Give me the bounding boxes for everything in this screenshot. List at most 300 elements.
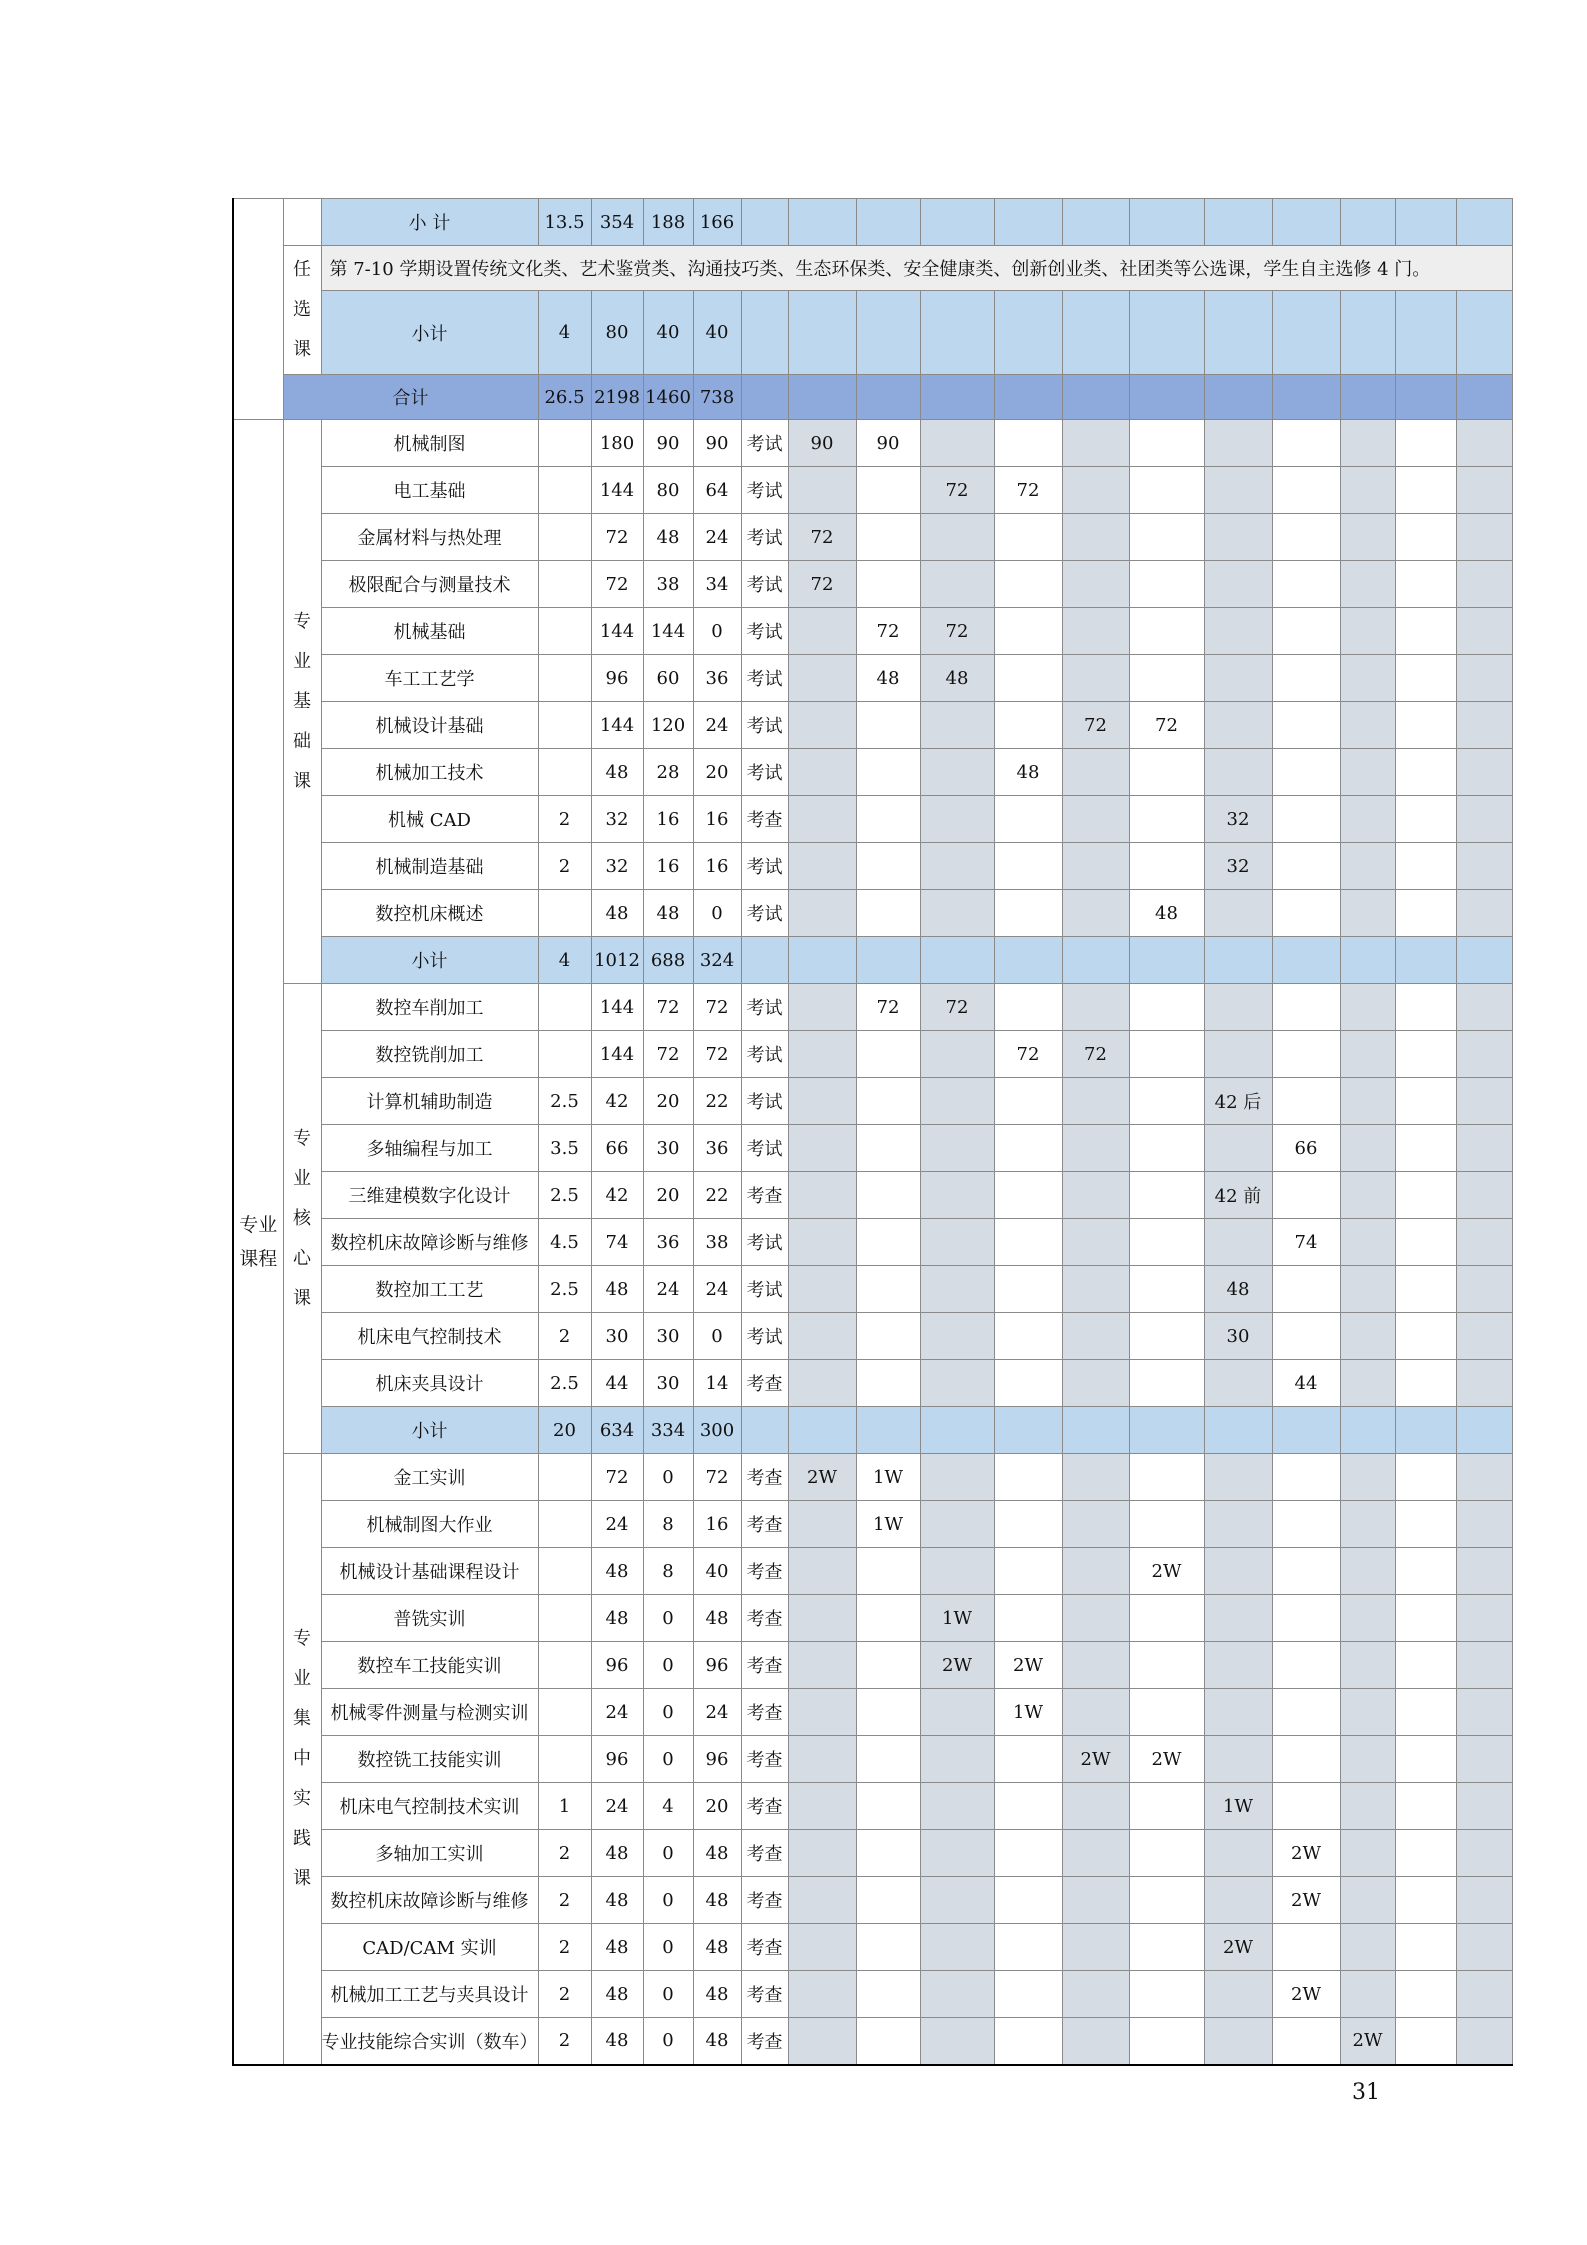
term-hours-cell xyxy=(1204,984,1272,1031)
course-name: 金属材料与热处理 xyxy=(321,514,538,561)
term-hours-cell xyxy=(788,1783,856,1830)
course-name: CAD/CAM 实训 xyxy=(321,1924,538,1971)
term-hours-cell xyxy=(994,561,1062,608)
term-hours-cell xyxy=(1395,1689,1456,1736)
course-name: 极限配合与测量技术 xyxy=(321,561,538,608)
term-hours-cell xyxy=(1272,1313,1340,1360)
course-row xyxy=(233,467,1512,514)
term-hours-cell xyxy=(1340,561,1395,608)
course-theory-hours: 0 xyxy=(643,1642,693,1689)
term-hours-cell xyxy=(1340,608,1395,655)
elective-label-char: 选 xyxy=(293,299,311,320)
subtotal-term-cell xyxy=(1456,1407,1512,1454)
subtotal-total-hours: 354 xyxy=(591,199,643,246)
group-label-char: 课 xyxy=(293,1287,311,1309)
term-hours-cell: 2W xyxy=(1062,1736,1129,1783)
term-hours-cell xyxy=(1456,420,1512,467)
course-theory-hours: 16 xyxy=(643,796,693,843)
term-hours-cell xyxy=(1456,1595,1512,1642)
group-label-char: 础 xyxy=(293,730,311,752)
term-hours-cell xyxy=(994,514,1062,561)
course-credits: 2 xyxy=(538,796,591,843)
term-hours-cell xyxy=(920,890,994,937)
term-hours-cell xyxy=(1456,1830,1512,1877)
elective-subtotal-row xyxy=(233,291,1512,375)
term-hours-cell xyxy=(994,1783,1062,1830)
course-row xyxy=(233,1172,1512,1219)
course-practice-hours: 72 xyxy=(693,1031,741,1078)
course-practice-hours: 20 xyxy=(693,749,741,796)
subtotal-term-cell xyxy=(920,291,994,375)
term-hours-cell xyxy=(994,1266,1062,1313)
term-hours-cell xyxy=(1340,1924,1395,1971)
term-hours-cell xyxy=(1340,1125,1395,1172)
elective-note: 第 7-10 学期设置传统文化类、艺术鉴赏类、沟通技巧类、生态环保类、安全健康类、创新创业类、社团类等公选课，学生自主选修 4 门。 xyxy=(321,246,1512,291)
course-practice-hours: 38 xyxy=(693,1219,741,1266)
course-practice-hours: 72 xyxy=(693,984,741,1031)
course-row xyxy=(233,1783,1512,1830)
term-hours-cell xyxy=(920,1924,994,1971)
course-practice-hours: 64 xyxy=(693,467,741,514)
term-hours-cell xyxy=(1340,1219,1395,1266)
course-practice-hours: 0 xyxy=(693,890,741,937)
course-name: 机械制图 xyxy=(321,420,538,467)
term-hours-cell xyxy=(1272,1266,1340,1313)
term-hours-cell xyxy=(1272,655,1340,702)
course-row xyxy=(233,1078,1512,1125)
subtotal-practice-hours: 324 xyxy=(693,937,741,984)
group-label-char: 专 xyxy=(293,610,311,632)
subtotal-term-cell xyxy=(1062,199,1129,246)
course-row xyxy=(233,1266,1512,1313)
term-hours-cell xyxy=(1395,467,1456,514)
group-label-char: 课 xyxy=(293,770,311,792)
course-row xyxy=(233,984,1512,1031)
group-label-char: 专 xyxy=(293,1127,311,1149)
term-hours-cell xyxy=(1395,608,1456,655)
term-hours-cell xyxy=(1456,1454,1512,1501)
term-hours-cell xyxy=(1062,1172,1129,1219)
subtotal-term-cell xyxy=(1340,199,1395,246)
term-hours-cell xyxy=(920,420,994,467)
course-exam-type: 考查 xyxy=(741,1736,788,1783)
term-hours-cell xyxy=(920,1830,994,1877)
subtotal-theory-hours: 688 xyxy=(643,937,693,984)
term-hours-cell: 72 xyxy=(994,467,1062,514)
term-hours-cell xyxy=(1062,1783,1129,1830)
term-hours-cell xyxy=(920,1313,994,1360)
course-practice-hours: 48 xyxy=(693,1877,741,1924)
term-hours-cell: 66 xyxy=(1272,1125,1340,1172)
term-hours-cell xyxy=(994,1971,1062,2018)
term-hours-cell xyxy=(856,1830,920,1877)
subtotal-term-cell xyxy=(1456,291,1512,375)
term-hours-cell xyxy=(1456,984,1512,1031)
term-hours-cell xyxy=(1272,702,1340,749)
course-credits: 2.5 xyxy=(538,1266,591,1313)
course-row xyxy=(233,514,1512,561)
term-hours-cell xyxy=(1340,749,1395,796)
page-number: 31 xyxy=(1352,2080,1380,2105)
course-name: 机械 CAD xyxy=(321,796,538,843)
subtotal-term-cell xyxy=(994,291,1062,375)
term-hours-cell xyxy=(994,420,1062,467)
term-hours-cell xyxy=(1129,749,1204,796)
course-row xyxy=(233,561,1512,608)
term-hours-cell xyxy=(1204,1031,1272,1078)
subtotal-term-cell xyxy=(1456,199,1512,246)
course-exam-type: 考试 xyxy=(741,890,788,937)
term-hours-cell xyxy=(1340,843,1395,890)
term-hours-cell xyxy=(1395,1642,1456,1689)
subtotal-term-cell xyxy=(920,199,994,246)
term-hours-cell xyxy=(856,1736,920,1783)
term-hours-cell xyxy=(1272,514,1340,561)
term-hours-cell: 1W xyxy=(994,1689,1062,1736)
term-hours-cell xyxy=(1340,984,1395,1031)
subtotal-credits: 13.5 xyxy=(538,199,591,246)
course-row xyxy=(233,1454,1512,1501)
subtotal-theory-hours: 40 xyxy=(643,291,693,375)
subtotal-term-cell xyxy=(1204,1407,1272,1454)
subtotal-term-cell xyxy=(1272,199,1340,246)
course-row xyxy=(233,749,1512,796)
term-hours-cell xyxy=(1204,655,1272,702)
term-hours-cell xyxy=(1062,1548,1129,1595)
course-credits: 2.5 xyxy=(538,1172,591,1219)
course-total-hours: 44 xyxy=(591,1360,643,1407)
course-credits: 2.5 xyxy=(538,1360,591,1407)
term-hours-cell xyxy=(920,749,994,796)
term-hours-cell xyxy=(1129,1078,1204,1125)
course-credits xyxy=(538,1642,591,1689)
term-hours-cell xyxy=(1456,1313,1512,1360)
term-hours-cell xyxy=(1395,702,1456,749)
term-hours-cell xyxy=(994,1454,1062,1501)
term-hours-cell xyxy=(1062,1642,1129,1689)
subtotal-term-cell xyxy=(856,937,920,984)
term-hours-cell xyxy=(1129,796,1204,843)
course-name: 车工工艺学 xyxy=(321,655,538,702)
subtotal-term-cell xyxy=(1395,1407,1456,1454)
subtotal-term-cell xyxy=(856,199,920,246)
term-hours-cell xyxy=(1062,467,1129,514)
course-name: 机械制造基础 xyxy=(321,843,538,890)
course-credits: 2 xyxy=(538,1924,591,1971)
term-hours-cell xyxy=(994,1877,1062,1924)
term-hours-cell xyxy=(788,1736,856,1783)
course-total-hours: 72 xyxy=(591,514,643,561)
term-hours-cell xyxy=(788,608,856,655)
group-label-char: 实 xyxy=(293,1787,311,1809)
term-hours-cell: 2W xyxy=(1272,1971,1340,2018)
term-hours-cell xyxy=(1129,1031,1204,1078)
term-hours-cell xyxy=(1129,420,1204,467)
term-hours-cell xyxy=(1062,796,1129,843)
term-hours-cell: 72 xyxy=(1062,702,1129,749)
term-hours-cell xyxy=(994,1736,1062,1783)
term-hours-cell xyxy=(1204,420,1272,467)
term-hours-cell xyxy=(1062,1830,1129,1877)
subtotal-term-cell xyxy=(1272,291,1340,375)
term-hours-cell xyxy=(1395,1830,1456,1877)
term-hours-cell xyxy=(856,561,920,608)
course-practice-hours: 20 xyxy=(693,1783,741,1830)
course-exam-type: 考试 xyxy=(741,843,788,890)
term-hours-cell: 2W xyxy=(1129,1736,1204,1783)
course-theory-hours: 20 xyxy=(643,1078,693,1125)
subtotal-term-cell xyxy=(1129,937,1204,984)
term-hours-cell xyxy=(1340,1078,1395,1125)
term-hours-cell xyxy=(1272,608,1340,655)
term-hours-cell xyxy=(1129,1971,1204,2018)
term-hours-cell: 2W xyxy=(1129,1548,1204,1595)
term-hours-cell xyxy=(1204,1454,1272,1501)
term-hours-cell xyxy=(1129,514,1204,561)
course-name: 计算机辅助制造 xyxy=(321,1078,538,1125)
course-practice-hours: 24 xyxy=(693,1266,741,1313)
total-term-cell xyxy=(920,375,994,420)
course-row xyxy=(233,843,1512,890)
term-hours-cell xyxy=(1272,1642,1340,1689)
term-hours-cell xyxy=(1340,655,1395,702)
term-hours-cell: 48 xyxy=(994,749,1062,796)
term-hours-cell: 2W xyxy=(1340,2018,1395,2065)
course-row xyxy=(233,1501,1512,1548)
total-term-cell xyxy=(1272,375,1340,420)
course-total-hours: 144 xyxy=(591,702,643,749)
course-theory-hours: 30 xyxy=(643,1313,693,1360)
term-hours-cell xyxy=(1204,1642,1272,1689)
course-name: 机械制图大作业 xyxy=(321,1501,538,1548)
term-hours-cell: 72 xyxy=(920,608,994,655)
subtotal-term-cell xyxy=(788,1407,856,1454)
course-practice-hours: 48 xyxy=(693,1971,741,2018)
subtotal-theory-hours: 188 xyxy=(643,199,693,246)
term-hours-cell xyxy=(1204,1971,1272,2018)
term-hours-cell xyxy=(920,796,994,843)
course-practice-hours: 22 xyxy=(693,1078,741,1125)
term-hours-cell: 2W xyxy=(1272,1830,1340,1877)
term-hours-cell xyxy=(1204,1830,1272,1877)
term-hours-cell xyxy=(1456,2018,1512,2065)
course-row xyxy=(233,702,1512,749)
term-hours-cell xyxy=(994,702,1062,749)
course-credits xyxy=(538,1548,591,1595)
term-hours-cell xyxy=(920,1172,994,1219)
term-hours-cell xyxy=(1129,1454,1204,1501)
course-theory-hours: 0 xyxy=(643,1924,693,1971)
term-hours-cell xyxy=(1062,1078,1129,1125)
elective-group-label xyxy=(283,246,321,375)
term-hours-cell xyxy=(788,1219,856,1266)
term-hours-cell xyxy=(856,1971,920,2018)
term-hours-cell xyxy=(1456,1877,1512,1924)
subtotal-blank-cell xyxy=(741,199,788,246)
term-hours-cell xyxy=(1395,890,1456,937)
subtotal-term-cell xyxy=(1204,937,1272,984)
subtotal-label: 小计 xyxy=(321,1407,538,1454)
course-total-hours: 96 xyxy=(591,655,643,702)
course-practice-hours: 22 xyxy=(693,1172,741,1219)
course-total-hours: 48 xyxy=(591,890,643,937)
course-theory-hours: 30 xyxy=(643,1125,693,1172)
group-label xyxy=(283,420,321,984)
term-hours-cell xyxy=(994,608,1062,655)
term-hours-cell xyxy=(1129,1924,1204,1971)
term-hours-cell xyxy=(1272,467,1340,514)
course-theory-hours: 0 xyxy=(643,2018,693,2065)
course-practice-hours: 72 xyxy=(693,1454,741,1501)
course-row xyxy=(233,1595,1512,1642)
term-hours-cell xyxy=(1456,1219,1512,1266)
term-hours-cell xyxy=(788,1313,856,1360)
term-hours-cell xyxy=(1204,561,1272,608)
course-credits xyxy=(538,420,591,467)
term-hours-cell xyxy=(856,1595,920,1642)
term-hours-cell xyxy=(1272,890,1340,937)
course-total-hours: 48 xyxy=(591,1266,643,1313)
course-name: 专业技能综合实训（数车） xyxy=(321,2018,538,2065)
course-exam-type: 考查 xyxy=(741,1501,788,1548)
course-credits: 1 xyxy=(538,1783,591,1830)
term-hours-cell xyxy=(920,2018,994,2065)
term-hours-cell xyxy=(1340,1454,1395,1501)
course-total-hours: 96 xyxy=(591,1642,643,1689)
term-hours-cell xyxy=(920,1360,994,1407)
course-theory-hours: 90 xyxy=(643,420,693,467)
subtotal-theory-hours: 334 xyxy=(643,1407,693,1454)
term-hours-cell xyxy=(788,1689,856,1736)
term-hours-cell xyxy=(1272,420,1340,467)
term-hours-cell: 90 xyxy=(788,420,856,467)
group-label-char: 课 xyxy=(293,1867,311,1889)
group-label-char: 专 xyxy=(293,1627,311,1649)
term-hours-cell xyxy=(788,1125,856,1172)
course-name: 机械基础 xyxy=(321,608,538,655)
course-credits: 2 xyxy=(538,1877,591,1924)
term-hours-cell xyxy=(856,1783,920,1830)
term-hours-cell xyxy=(1204,1501,1272,1548)
term-hours-cell xyxy=(1129,561,1204,608)
course-name: 机械零件测量与检测实训 xyxy=(321,1689,538,1736)
term-hours-cell xyxy=(994,1172,1062,1219)
course-credits xyxy=(538,1736,591,1783)
course-exam-type: 考试 xyxy=(741,1219,788,1266)
term-hours-cell xyxy=(1272,1548,1340,1595)
term-hours-cell xyxy=(788,702,856,749)
course-exam-type: 考查 xyxy=(741,1454,788,1501)
subtotal-blank-cell xyxy=(741,1407,788,1454)
term-hours-cell: 32 xyxy=(1204,796,1272,843)
term-hours-cell xyxy=(1340,1266,1395,1313)
elective-label-char: 任 xyxy=(293,259,311,280)
term-hours-cell xyxy=(856,1689,920,1736)
category-label xyxy=(233,420,283,2065)
term-hours-cell xyxy=(1340,1736,1395,1783)
term-hours-cell: 2W xyxy=(994,1642,1062,1689)
course-row xyxy=(233,1125,1512,1172)
term-hours-cell xyxy=(1062,749,1129,796)
course-row xyxy=(233,1219,1512,1266)
subtotal-term-cell xyxy=(1395,937,1456,984)
course-exam-type: 考试 xyxy=(741,467,788,514)
course-exam-type: 考查 xyxy=(741,1642,788,1689)
term-hours-cell xyxy=(1272,1689,1340,1736)
term-hours-cell xyxy=(1456,1266,1512,1313)
total-term-cell xyxy=(1340,375,1395,420)
subtotal-term-cell xyxy=(994,1407,1062,1454)
term-hours-cell xyxy=(856,1172,920,1219)
course-credits: 3.5 xyxy=(538,1125,591,1172)
curriculum-table xyxy=(232,198,1513,2066)
course-theory-hours: 0 xyxy=(643,1736,693,1783)
term-hours-cell xyxy=(1204,1595,1272,1642)
course-theory-hours: 28 xyxy=(643,749,693,796)
term-hours-cell xyxy=(856,1548,920,1595)
term-hours-cell xyxy=(1272,1736,1340,1783)
course-exam-type: 考查 xyxy=(741,1548,788,1595)
term-hours-cell xyxy=(1204,2018,1272,2065)
subtotal-term-cell xyxy=(1129,199,1204,246)
group-label-char: 核 xyxy=(293,1207,311,1229)
course-theory-hours: 144 xyxy=(643,608,693,655)
term-hours-cell xyxy=(1204,1360,1272,1407)
course-row xyxy=(233,1031,1512,1078)
term-hours-cell: 72 xyxy=(1062,1031,1129,1078)
term-hours-cell xyxy=(1062,843,1129,890)
course-practice-hours: 48 xyxy=(693,2018,741,2065)
term-hours-cell xyxy=(1395,1454,1456,1501)
course-exam-type: 考查 xyxy=(741,1877,788,1924)
course-exam-type: 考试 xyxy=(741,655,788,702)
subtotal-label: 小计 xyxy=(321,291,538,375)
course-theory-hours: 72 xyxy=(643,1031,693,1078)
term-hours-cell xyxy=(1062,1689,1129,1736)
course-practice-hours: 16 xyxy=(693,1501,741,1548)
term-hours-cell xyxy=(1395,655,1456,702)
term-hours-cell xyxy=(1340,1313,1395,1360)
term-hours-cell xyxy=(1395,561,1456,608)
term-hours-cell xyxy=(920,514,994,561)
term-hours-cell xyxy=(1395,1971,1456,2018)
term-hours-cell: 32 xyxy=(1204,843,1272,890)
course-exam-type: 考查 xyxy=(741,1971,788,2018)
course-exam-type: 考试 xyxy=(741,608,788,655)
term-hours-cell xyxy=(788,467,856,514)
term-hours-cell xyxy=(1340,890,1395,937)
category-label-char: 专业 xyxy=(239,1213,278,1236)
course-row xyxy=(233,890,1512,937)
term-hours-cell xyxy=(1340,1360,1395,1407)
term-hours-cell xyxy=(856,467,920,514)
course-theory-hours: 20 xyxy=(643,1172,693,1219)
term-hours-cell xyxy=(994,1548,1062,1595)
subtotal-term-cell xyxy=(1204,291,1272,375)
course-theory-hours: 0 xyxy=(643,1595,693,1642)
term-hours-cell xyxy=(788,1501,856,1548)
course-row xyxy=(233,1971,1512,2018)
term-hours-cell: 72 xyxy=(920,467,994,514)
term-hours-cell xyxy=(1395,1595,1456,1642)
course-credits xyxy=(538,702,591,749)
course-credits xyxy=(538,1595,591,1642)
total-term-cell xyxy=(741,375,788,420)
term-hours-cell xyxy=(1272,1078,1340,1125)
term-hours-cell xyxy=(1062,1454,1129,1501)
term-hours-cell xyxy=(1456,1501,1512,1548)
subtotal-term-cell xyxy=(1272,937,1340,984)
